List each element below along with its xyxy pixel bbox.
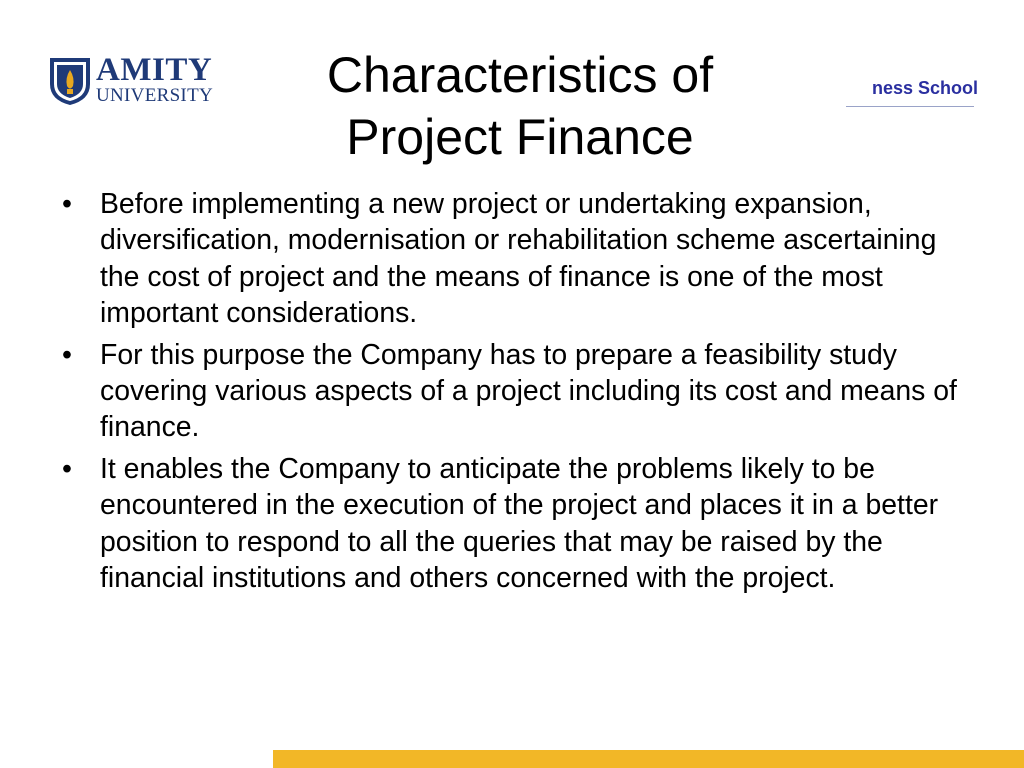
bullet-dot-icon: • — [62, 188, 72, 220]
bullet-item — [62, 337, 972, 446]
amity-university-logo — [48, 52, 213, 108]
accent-bar — [273, 750, 1024, 768]
bullet-text: Before implementing a new project or undertaking expansion, diversification, modernisation or rehabilitation scheme ascertaining the cost of project and the means of finance is one of the most important considerations. — [100, 188, 937, 330]
title-line-2: Project Finance — [346, 109, 694, 165]
logo-word-university: UNIVERSITY — [96, 85, 213, 106]
slide-title — [270, 44, 770, 168]
school-label: ness School — [871, 78, 978, 98]
bullet-text: It enables the Company to anticipate the problems likely to be encountered in the execution of the project and places it in a better position to respond to all the queries that may be raised by the financial institutions and others concerned with the project. — [100, 452, 939, 595]
bullet-item — [62, 451, 972, 597]
bullet-list — [62, 186, 972, 601]
bullet-dot-icon: • — [62, 338, 72, 371]
bullet-item — [62, 186, 972, 332]
bullet-dot-icon: • — [62, 452, 72, 485]
logo-word-amity: AMITY — [96, 52, 213, 88]
school-underline — [846, 106, 974, 107]
title-line-1: Characteristics of — [326, 47, 714, 103]
bullet-text: For this purpose the Company has to prepare a feasibility study covering various aspects of a project including its cost and means of finance. — [100, 338, 957, 444]
amity-seal-icon — [48, 54, 92, 106]
